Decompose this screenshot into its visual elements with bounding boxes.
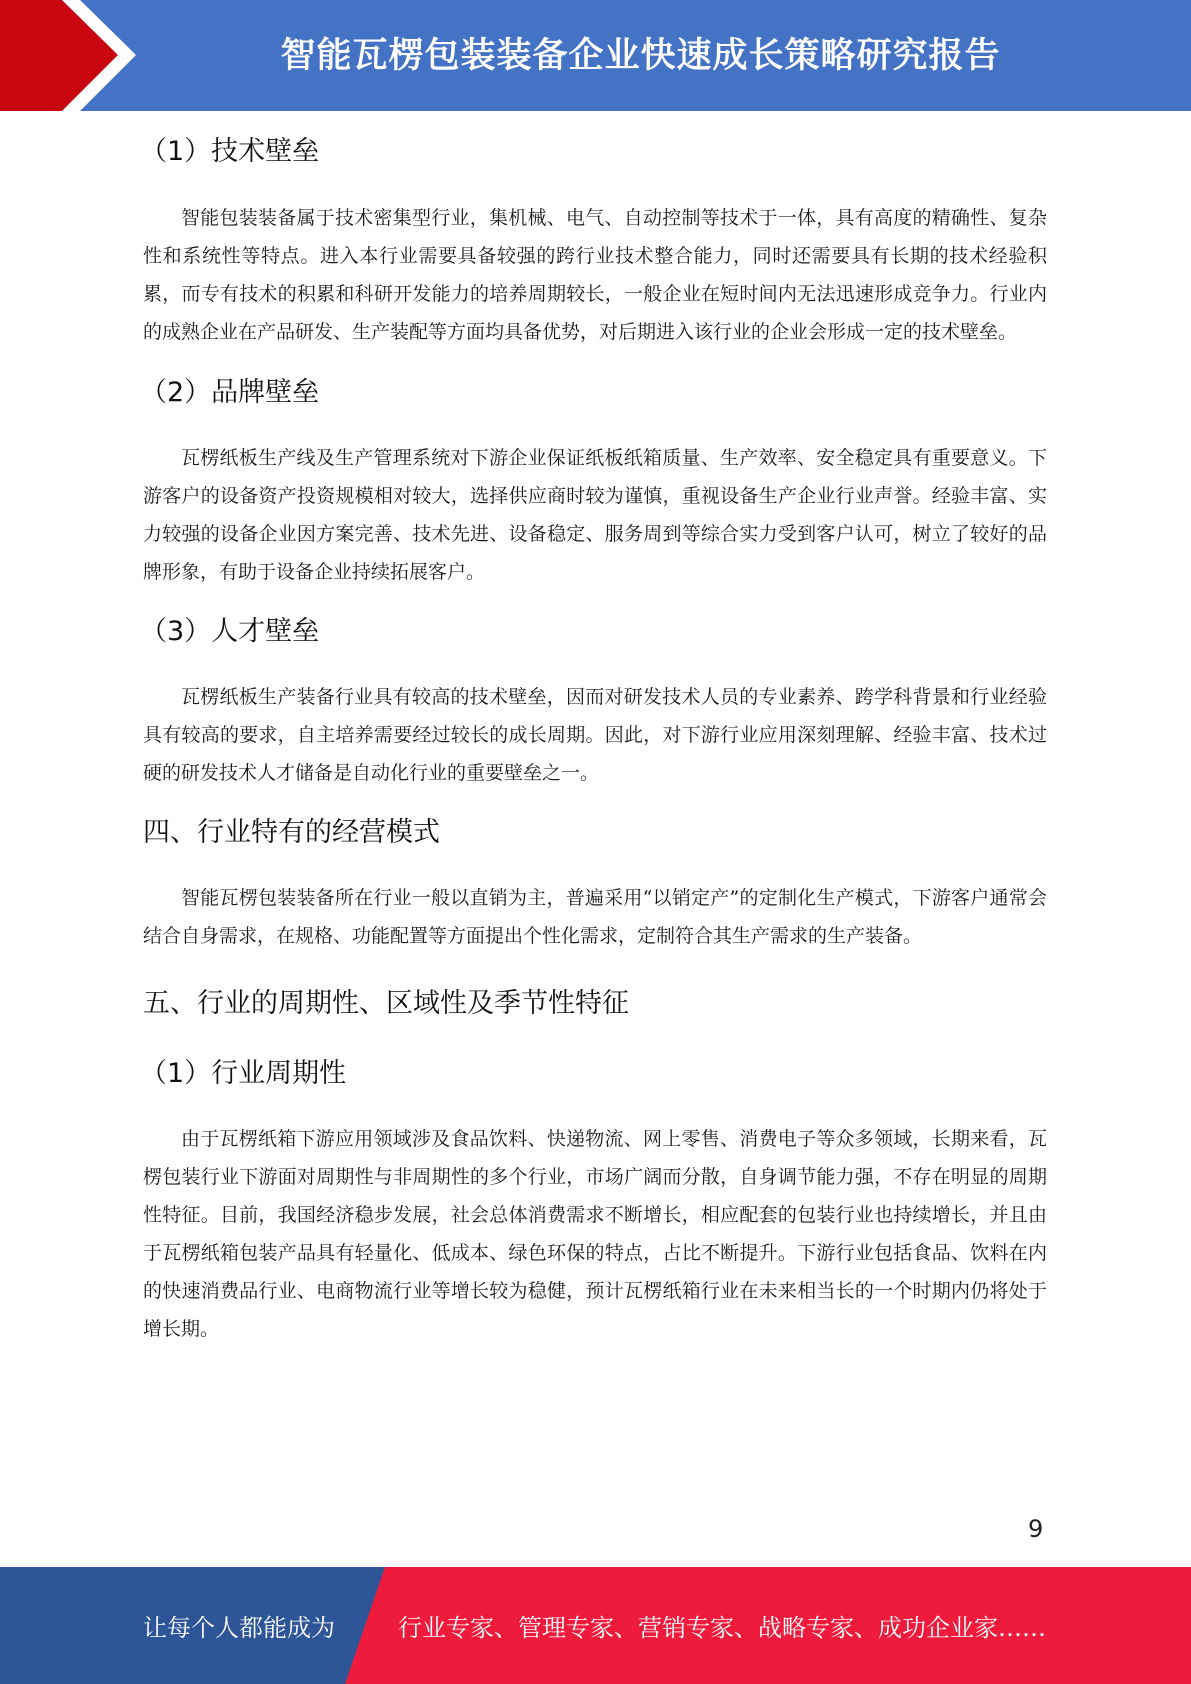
heading-business-model: 四、行业特有的经营模式: [143, 817, 440, 848]
footer-slogan-right: 行业专家、管理专家、营销专家、战略专家、成功企业家……: [398, 1614, 1046, 1642]
heading-talent-barrier: （3）人才壁垒: [140, 616, 320, 647]
heading-characteristics: 五、行业的周期性、区域性及季节性特征: [143, 988, 629, 1019]
paragraph-business-model: 智能瓦楞包装装备所在行业一般以直销为主，普遍采用“以销定产”的定制化生产模式，下游客户通常会结合自身需求，在规格、功能配置等方面提出个性化需求，定制符合其生产需求的生产装备。: [143, 887, 1047, 947]
page-footer: [0, 1567, 1191, 1684]
footer-slogan-left: 让每个人都能成为: [143, 1614, 335, 1642]
heading-cyclicality: （1）行业周期性: [140, 1058, 347, 1089]
paragraph-cyclicality: 由于瓦楞纸箱下游应用领域涉及食品饮料、快递物流、网上零售、消费电子等众多领域，长期来看，瓦楞包装行业下游面对周期性与非周期性的多个行业，市场广阔而分散，自身调节能力强，不存在明显的周期性特征。目前，我国经济稳步发展，社会总体消费需求不断增长，相应配套的包装行业也持续增长，并且由于瓦楞纸箱包装产品具有轻量化、低成本、绿色环保的特点，占比不断提升。下游行业包括食品、饮料在内的快速消费品行业、电商物流行业等增长较为稳健，预计瓦楞纸箱行业在未来相当长的一个时期内仍将处于增长期。: [143, 1128, 1047, 1340]
paragraph-talent-barrier: 瓦楞纸板生产装备行业具有较高的技术壁垒，因而对研发技术人员的专业素养、跨学科背景和行业经验具有较高的要求，自主培养需要经过较长的成长周期。因此，对下游行业应用深刻理解、经验丰富、技术过硬的研发技术人才储备是自动化行业的重要壁垒之一。: [143, 686, 1047, 784]
page-number: 9: [1028, 1515, 1044, 1543]
header-arrow-decoration: [0, 0, 150, 111]
page-header: [0, 0, 1191, 111]
heading-tech-barrier: （1）技术壁垒: [140, 136, 320, 167]
paragraph-brand-barrier: 瓦楞纸板生产线及生产管理系统对下游企业保证纸板纸箱质量、生产效率、安全稳定具有重要意义。下游客户的设备资产投资规模相对较大，选择供应商时较为谨慎，重视设备生产企业行业声誉。经验丰富、实力较强的设备企业因方案完善、技术先进、设备稳定、服务周到等综合实力受到客户认可，树立了较好的品牌形象，有助于设备企业持续拓展客户。: [143, 447, 1047, 583]
paragraph-tech-barrier: 智能包装装备属于技术密集型行业，集机械、电气、自动控制等技术于一体，具有高度的精确性、复杂性和系统性等特点。进入本行业需要具备较强的跨行业技术整合能力，同时还需要具有长期的技术经验积累，而专有技术的积累和科研开发能力的培养周期较长，一般企业在短时间内无法迅速形成竞争力。行业内的成熟企业在产品研发、生产装配等方面均具备优势，对后期进入该行业的企业会形成一定的技术壁垒。: [143, 207, 1047, 343]
report-title: 智能瓦楞包装装备企业快速成长策略研究报告: [280, 36, 1001, 76]
main-content: [140, 130, 1047, 1348]
heading-brand-barrier: （2）品牌壁垒: [140, 377, 320, 408]
